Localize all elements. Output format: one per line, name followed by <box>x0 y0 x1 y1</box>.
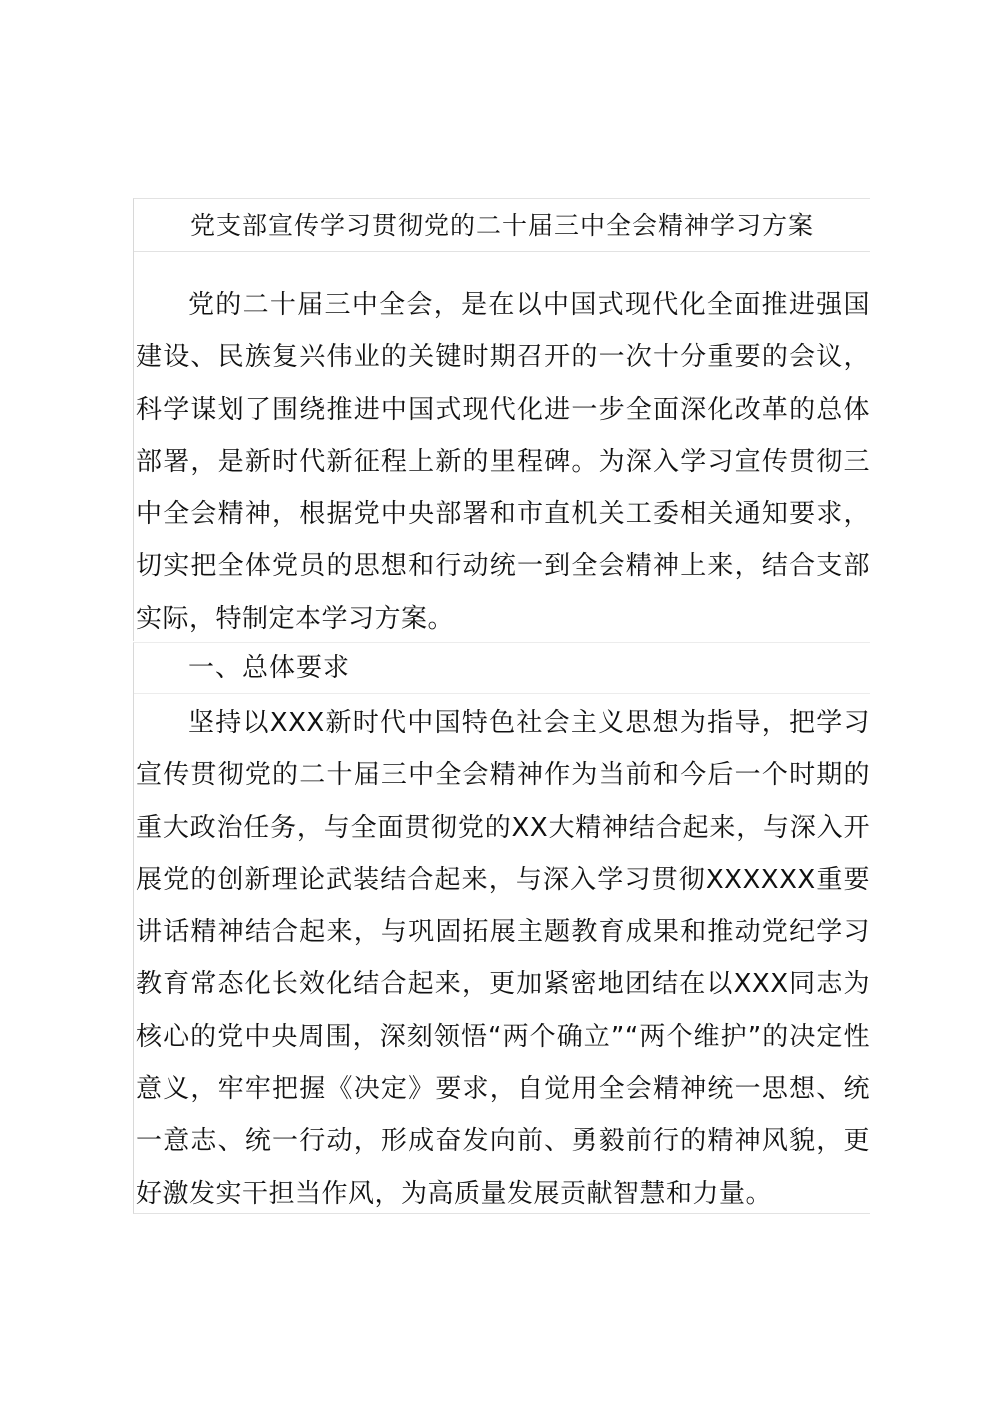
title-block <box>133 198 870 252</box>
section-paragraph: 坚持以XXX新时代中国特色社会主义思想为指导，把学习宣传贯彻党的二十届三中全会精神作为当前和今后一个时期的重大政治任务，与全面贯彻党的XX大精神结合起来，与深入开展党的创新理论武装结合起来，与深入学习贯彻XXXXXX重要讲话精神结合起来，与巩固拓展主题教育成果和推动党纪学习教育常态化长效化结合起来，更加紧密地团结在以XXX同志为核心的党中央周围，深刻领悟“两个确立”“两个维护”的决定性意义，牢牢把握《决定》要求，自觉用全会精神统一思想、统一意志、统一行动，形成奋发向前、勇毅前行的精神风貌，更好激发实干担当作风，为高质量发展贡献智慧和力量。 <box>136 708 870 1209</box>
intro-paragraph: 党的二十届三中全会，是在以中国式现代化全面推进强国建设、民族复兴伟业的关键时期召开的一次十分重要的会议，科学谋划了围绕推进中国式现代化进一步全面深化改革的总体部署，是新时代新征程上新的里程碑。为深入学习宣传贯彻三中全会精神，根据党中央部署和市直机关工委相关通知要求，切实把全体党员的思想和行动统一到全会精神上来，结合支部实际，特制定本学习方案。 <box>136 290 870 634</box>
section-heading-block <box>133 642 870 694</box>
section-heading: 一、总体要求 <box>188 653 351 683</box>
document-title: 党支部宣传学习贯彻党的二十届三中全会精神学习方案 <box>189 211 814 240</box>
intro-block <box>133 251 870 641</box>
section-body-block <box>133 693 870 1214</box>
